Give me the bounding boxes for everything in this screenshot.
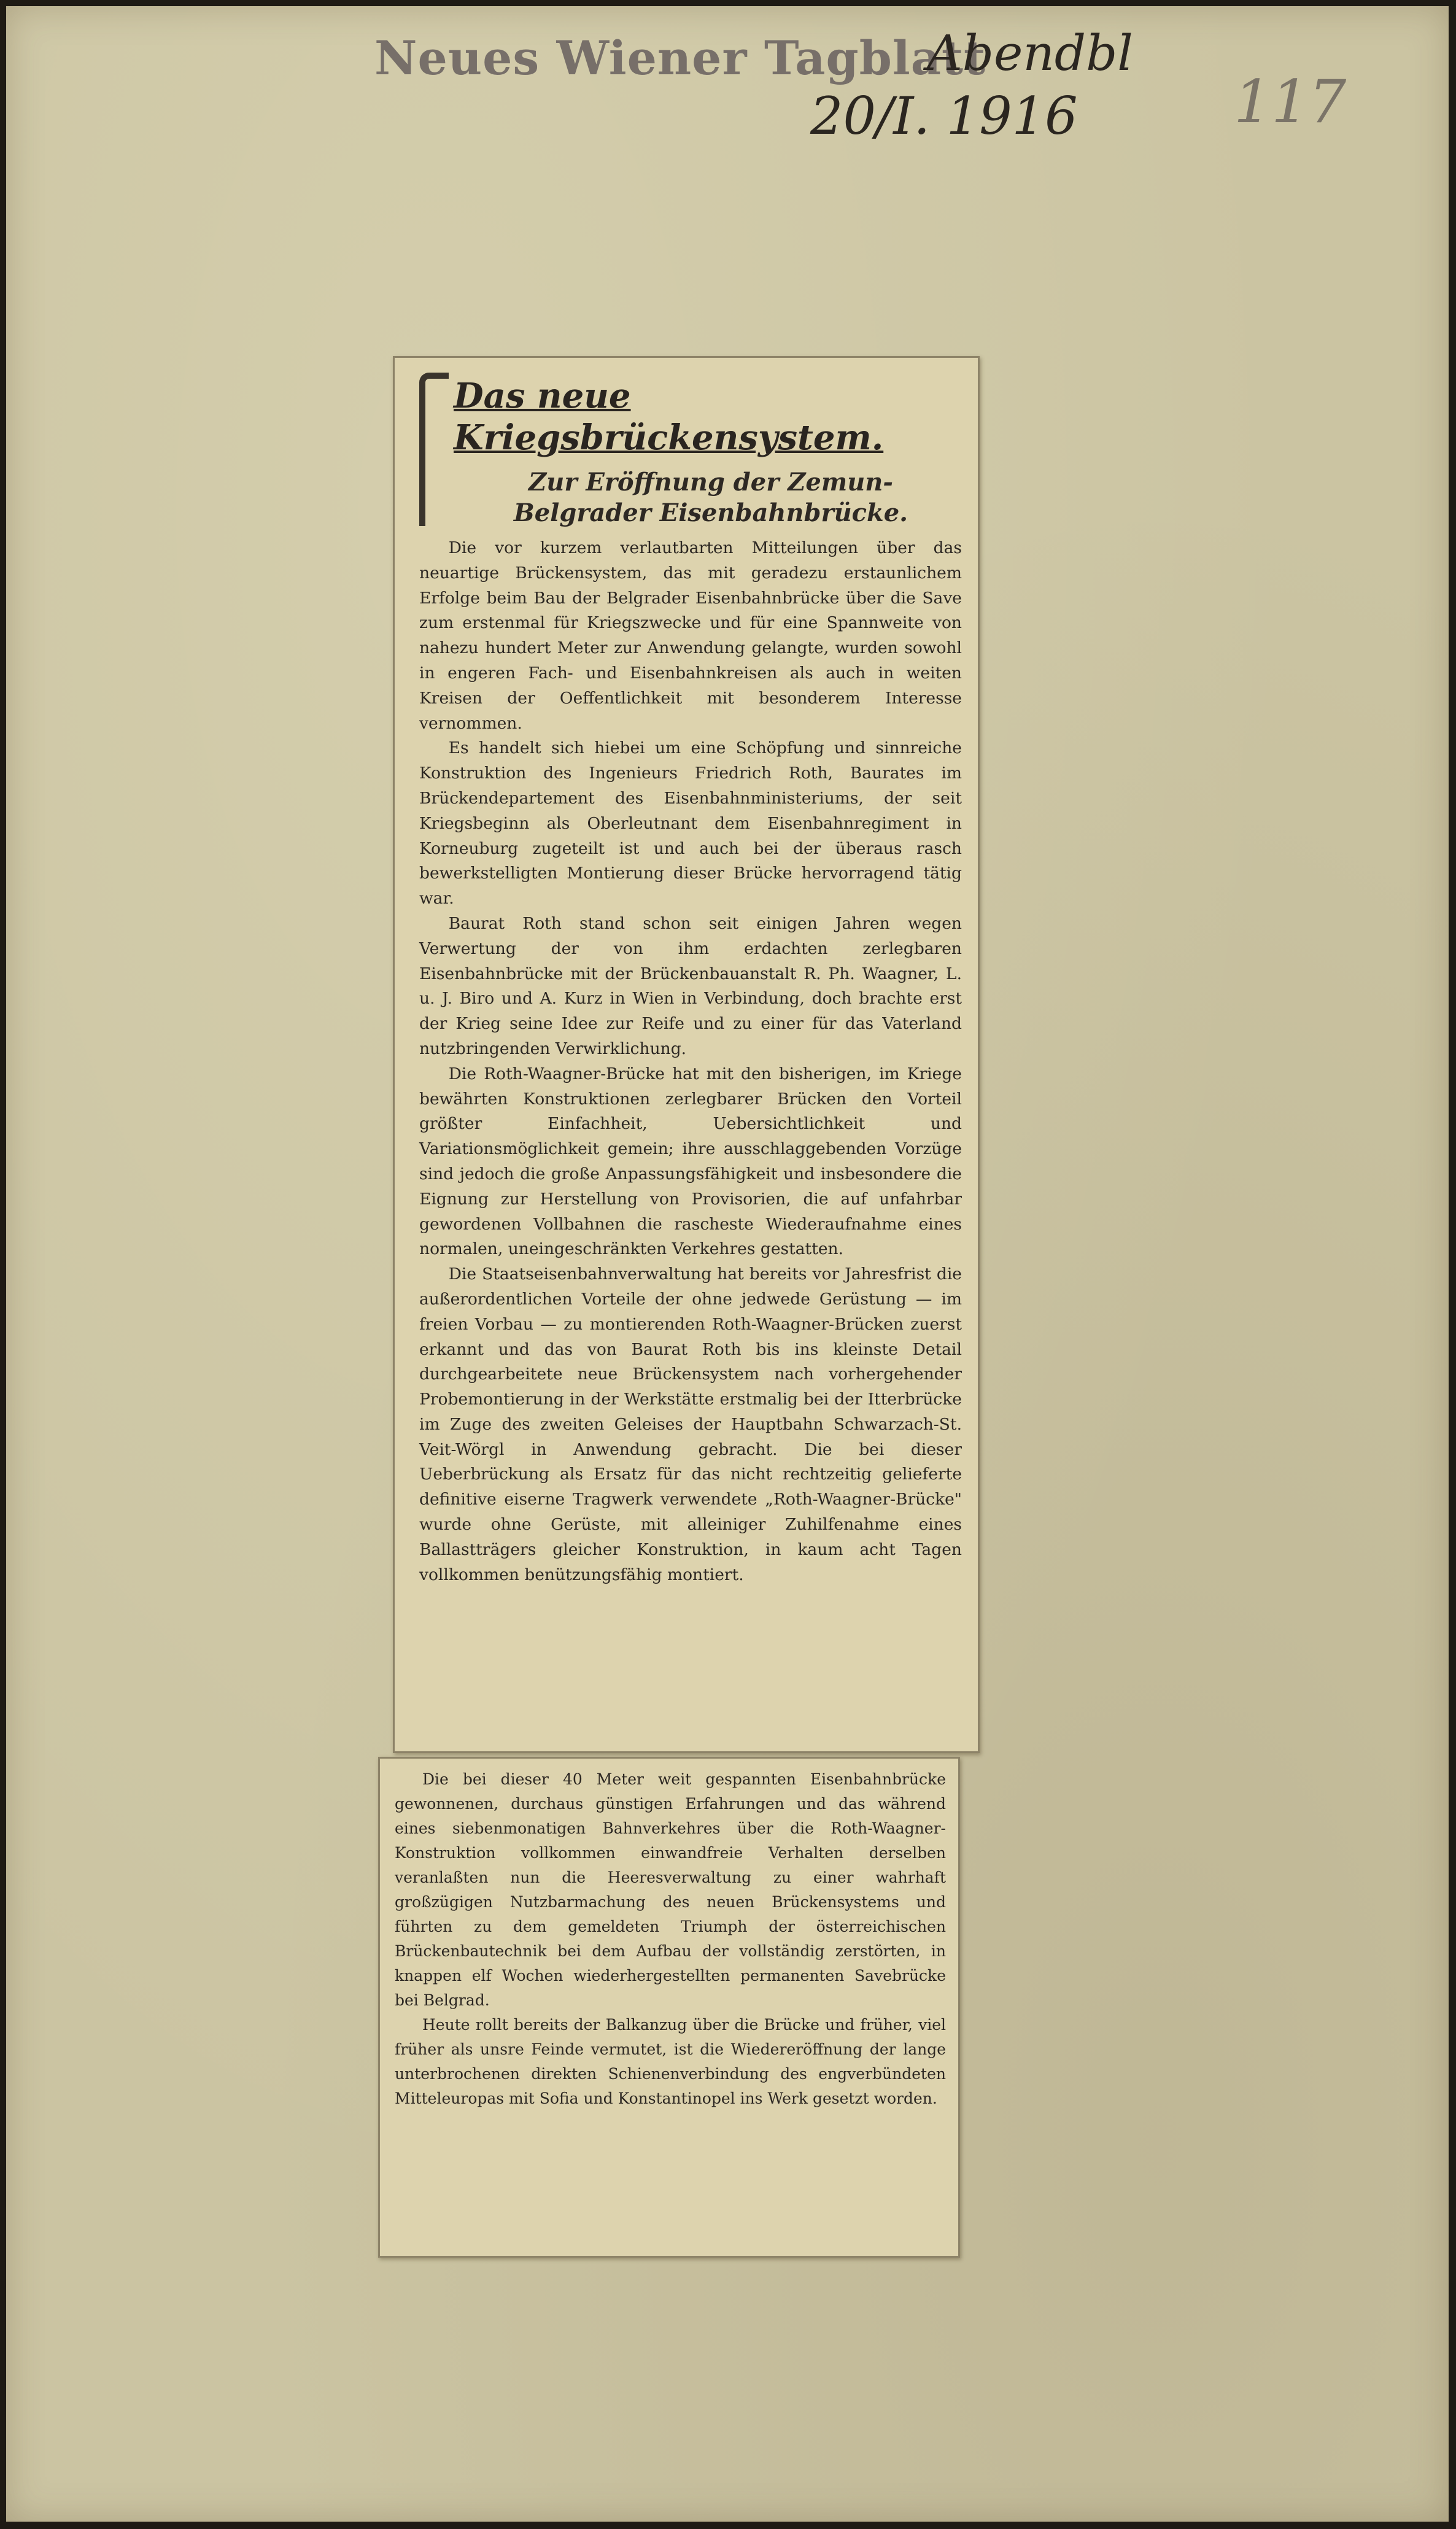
article-subtitle: Zur Eröffnung der Zemun-Belgrader Eisenbahnbrücke.: [513, 468, 908, 527]
handwritten-page-number: 117: [1234, 68, 1347, 136]
article-body: [419, 536, 962, 1587]
newspaper-clipping-main: [393, 356, 980, 1753]
article-title: Das neue Kriegsbrückensystem.: [454, 376, 884, 458]
article-continuation-body: [395, 1767, 946, 2111]
newspaper-name-stamp: Neues Wiener Tagblatt: [374, 31, 986, 85]
handwritten-edition: Abendbl: [927, 25, 1133, 82]
drop-cap-ornament: [419, 373, 449, 526]
handwritten-date: 20/I. 1916: [810, 86, 1078, 146]
newspaper-clipping-continuation: [378, 1757, 960, 2258]
article-paragraph: Heute rollt bereits der Balkanzug über die Brücke und früher, viel früher als unsre Feinde vermutet, ist die Wiedereröffnung der lange unterbrochenen direkten Schienenverbindung des engverbündeten Mitteleuropas mit Sofia und Konstantinopel ins Werk gesetzt worden.: [395, 2016, 946, 2107]
article-paragraph: Die Roth-Waagner-Brücke hat mit den bisherigen, im Kriege bewährten Konstruktionen zerlegbarer Brücken den Vorteil größter Einfachheit, Uebersichtlichkeit und Variationsmöglichkeit gemein; ihre ausschlaggebenden Vorzüge sind jedoch die große Anpassungsfähigkeit und insbesondere die Eignung zur Herstellung von Provisorien, die auf unfahrbar gewordenen Vollbahnen die rascheste Wiederaufnahme eines normalen, uneingeschränkten Verkehres gestatten.: [419, 1064, 962, 1259]
article-paragraph: Die vor kurzem verlautbarten Mitteilungen über das neuartige Brückensystem, das mit geradezu erstaunlichem Erfolge beim Bau der Belgrader Eisenbahnbrücke über die Save zum erstenmal für Kriegszwecke und für eine Spannweite von nahezu hundert Meter zur Anwendung gelangte, wurden sowohl in engeren Fach- und Eisenbahnkreisen als auch in weiten Kreisen der Oeffentlichkeit mit besonderem Interesse vernommen.: [419, 538, 962, 733]
article-paragraph: Die Staatseisenbahnverwaltung hat bereits vor Jahresfrist die außerordentlichen Vorteile der ohne jedwede Gerüstung — im freien Vorbau — zu montierenden Roth-Waagner-Brücken zuerst erkannt und das von Baurat Roth bis ins kleinste Detail durchgearbeitete neue Brückensystem nach vorhergehender Probemontierung in der Werkstätte erstmalig bei der Itterbrücke im Zuge des zweiten Geleises der Hauptbahn Schwarzach-St. Veit-Wörgl in Anwendung gebracht. Die bei dieser Ueberbrückung als Ersatz für das nicht rechtzeitig gelieferte definitive eiserne Tragwerk verwendete „Roth-Waagner-Brücke" wurde ohne Gerüste, mit alleiniger Zuhilfenahme eines Ballastträgers gleicher Konstruktion, in kaum acht Tagen vollkommen benützungsfähig montiert.: [419, 1264, 962, 1584]
article-paragraph: Die bei dieser 40 Meter weit gespannten Eisenbahnbrücke gewonnenen, durchaus günstigen Erfahrungen und das während eines siebenmonatigen Bahnverkehres über die Roth-Waagner-Konstruktion vollkommen einwandfreie Verhalten derselben veranlaßten nun die Heeresverwaltung zu einer wahrhaft großzügigen Nutzbarmachung des neuen Brückensystems und führten zu dem gemeldeten Triumph der österreichischen Brückenbautechnik bei dem Aufbau der vollständig zerstörten, in knappen elf Wochen wiederhergestellten permanenten Savebrücke bei Belgrad.: [395, 1770, 946, 2009]
article-paragraph: Baurat Roth stand schon seit einigen Jahren wegen Verwertung der von ihm erdachten zerlegbaren Eisenbahnbrücke mit der Brückenbauanstalt R. Ph. Waagner, L. u. J. Biro und A. Kurz in Wien in Verbindung, doch brachte erst der Krieg seine Idee zur Reife und zu einer für das Vaterland nutzbringenden Verwirklichung.: [419, 913, 962, 1058]
archive-sheet: [6, 6, 1449, 2522]
article-paragraph: Es handelt sich hiebei um eine Schöpfung und sinnreiche Konstruktion des Ingenieurs Friedrich Roth, Baurates im Brückendepartement des Eisenbahnministeriums, der seit Kriegsbeginn als Oberleutnant dem Eisenbahnregiment in Korneuburg zugeteilt ist und auch bei der überaus rasch bewerkstelligten Montierung dieser Brücke hervorragend tätig war.: [419, 738, 962, 908]
